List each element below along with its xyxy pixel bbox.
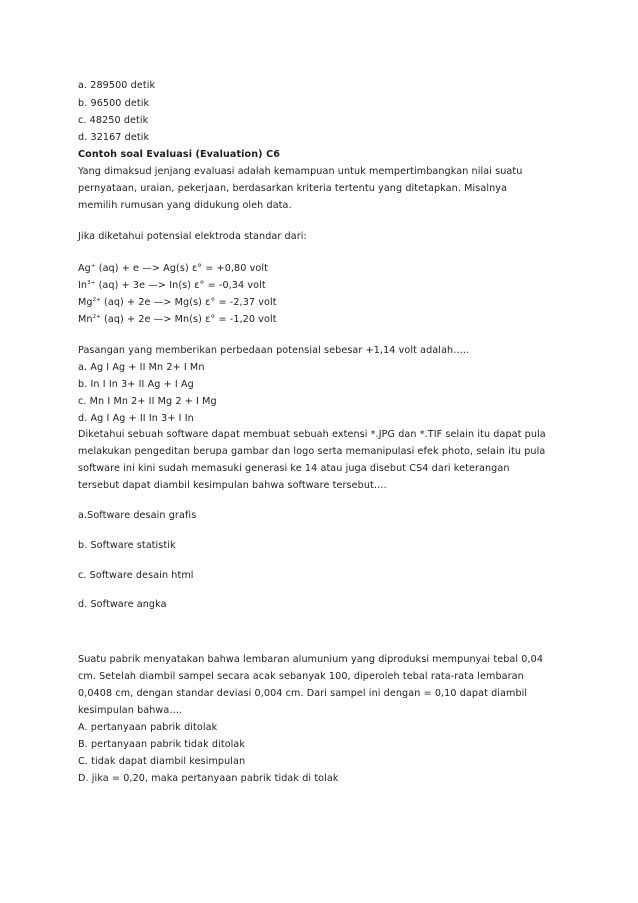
paragraph-line: melakukan pengeditan berupa gambar dan logo serta memanipulasi efek photo, selain itu pula xyxy=(78,446,546,457)
option-line: D. jika = 0,20, maka pertanyaan pabrik tidak di tolak xyxy=(78,773,339,784)
option-line: b. Software statistik xyxy=(78,540,176,551)
reaction-charge: + xyxy=(90,263,96,269)
reaction-rest: (aq) + 2e —> Mn(s) ε° = -1,20 volt xyxy=(100,314,277,325)
paragraph-line: tersebut dapat diambil kesimpulan bahwa software tersebut…. xyxy=(78,480,387,491)
reaction-species: Mg xyxy=(78,297,93,308)
paragraph-line: kesimpulan bahwa…. xyxy=(78,705,183,716)
option-line: A. pertanyaan pabrik ditolak xyxy=(78,722,218,733)
reaction-line xyxy=(78,313,277,327)
reaction-rest: (aq) + e —> Ag(s) ε° = +0,80 volt xyxy=(95,263,268,274)
paragraph-line: Suatu pabrik menyatakan bahwa lembaran alumunium yang diproduksi mempunyai tebal 0,04 xyxy=(78,654,544,665)
option-line: d. Software angka xyxy=(78,599,167,610)
option-line: c. 48250 detik xyxy=(78,115,149,126)
option-line: b. 96500 detik xyxy=(78,98,150,109)
paragraph-line: memilih rumusan yang didukung oleh data. xyxy=(78,200,292,211)
paragraph-line: Yang dimaksud jenjang evaluasi adalah kemampuan untuk mempertimbangkan nilai suatu xyxy=(78,166,523,177)
paragraph-line: cm. Setelah diambil sampel secara acak sebanyak 100, diperoleh tebal rata-rata lembaran xyxy=(78,671,524,682)
reaction-species: Mn xyxy=(78,314,93,325)
paragraph-line: Diketahui sebuah software dapat membuat sebuah extensi *.JPG dan *.TIF selain itu dapat pula xyxy=(78,429,546,440)
option-line: a. 289500 detik xyxy=(78,80,156,91)
reaction-line xyxy=(78,296,277,310)
paragraph-line: software ini kini sudah memasuki generasi ke 14 atau juga disebut CS4 dari keterangan xyxy=(78,463,510,474)
paragraph-line: pernyataan, uraian, pekerjaan, berdasarkan kriteria tertentu yang ditetapkan. Misalnya xyxy=(78,183,508,194)
paragraph-line: Pasangan yang memberikan perbedaan potensial sebesar +1,14 volt adalah….. xyxy=(78,345,470,356)
paragraph-line: 0,0408 cm, dengan standar deviasi 0,004 cm. Dari sampel ini dengan = 0,10 dapat diambil xyxy=(78,688,528,699)
option-line: c. Software desain html xyxy=(78,570,194,581)
option-line: b. In I In 3+ II Ag + I Ag xyxy=(78,379,194,390)
option-line: c. Mn I Mn 2+ II Mg 2 + I Mg xyxy=(78,396,217,407)
reaction-charge: 2+ xyxy=(92,297,101,303)
option-line: C. tidak dapat diambil kesimpulan xyxy=(78,756,246,767)
option-line: a. Ag I Ag + II Mn 2+ I Mn xyxy=(78,362,205,373)
option-line: a.Software desain grafis xyxy=(78,510,197,521)
reaction-rest: (aq) + 3e —> In(s) ε° = -0,34 volt xyxy=(95,280,266,291)
reaction-rest: (aq) + 2e —> Mg(s) ε° = -2,37 volt xyxy=(100,297,277,308)
paragraph-line: Jika diketahui potensial elektroda standar dari: xyxy=(78,231,307,242)
reaction-line xyxy=(78,279,266,293)
reaction-species: Ag xyxy=(78,263,91,274)
option-line: B. pertanyaan pabrik tidak ditolak xyxy=(78,739,246,750)
option-line: d. 32167 detik xyxy=(78,132,150,143)
reaction-line xyxy=(78,262,268,276)
option-line: d. Ag I Ag + II In 3+ I In xyxy=(78,413,194,424)
reaction-charge: 3+ xyxy=(87,280,96,286)
reaction-charge: 2+ xyxy=(92,314,101,320)
section-heading: Contoh soal Evaluasi (Evaluation) C6 xyxy=(78,149,281,160)
reaction-species: In xyxy=(78,280,88,291)
